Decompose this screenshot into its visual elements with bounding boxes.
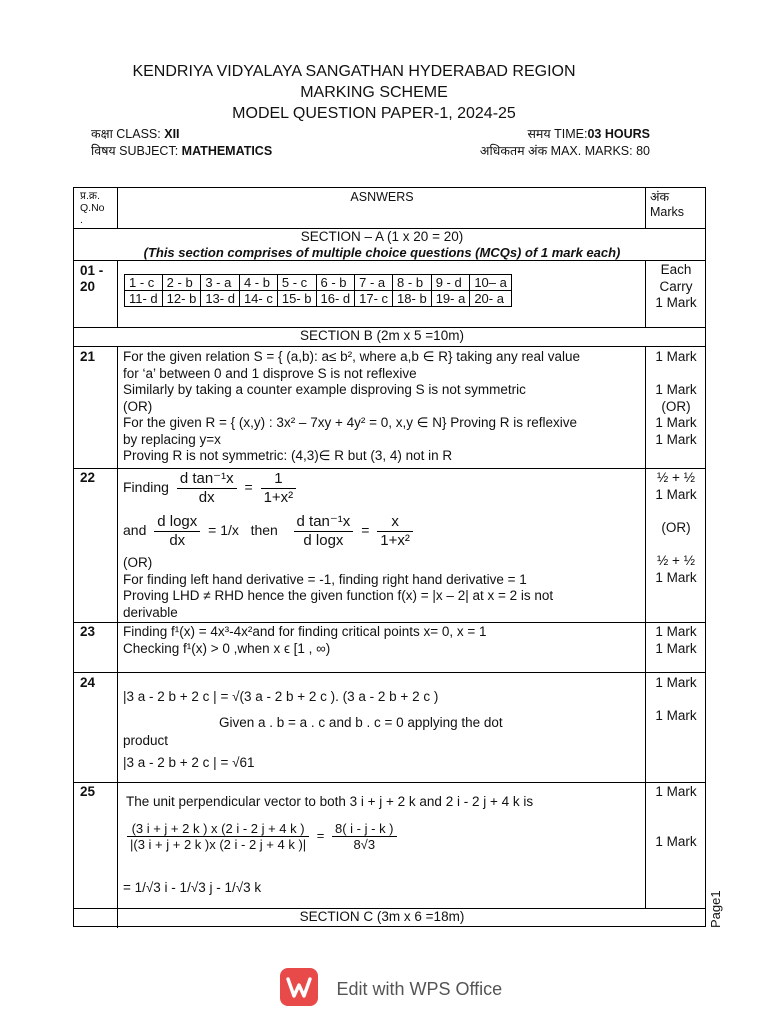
q25-result: = 1/√3 i - 1/√3 j - 1/√3 k [123, 880, 262, 895]
mcq-cell: 5 - c [277, 275, 316, 291]
max-marks-info: अधिकतम अंक MAX. MARKS: 80 [479, 144, 650, 158]
mcq-cell: 20- a [470, 291, 512, 307]
mcq-cell: 6 - b [316, 275, 355, 291]
q21-marks: 1 Mark 1 Mark (OR) 1 Mark 1 Mark [655, 349, 697, 447]
q23-answer: Finding f¹(x) = 4x³-4x²and for finding critical points x= 0, x = 1 Checking f¹(x) > 0 ,when x ϵ [1 , ∞) [123, 624, 487, 656]
qno-22: 22 [80, 470, 96, 485]
section-a-marks: Each Carry 1 Mark [655, 262, 697, 311]
mcq-cell: 2 - b [162, 275, 201, 291]
qno-01-20: 01 - 20 [80, 263, 104, 294]
mcq-cell: 3 - a [201, 275, 240, 291]
mcq-cell: 16- d [316, 291, 355, 307]
mcq-cell: 18- b [393, 291, 432, 307]
mcq-cell: 9 - d [431, 275, 470, 291]
time-info: समय TIME:03 HOURS [527, 127, 650, 141]
q25-unit-vector-formula: $\frac{(3 i + j + 2 k ) x (2 i - 2 j + 4 k )}{|(3 i + j + 2 k )x (2 i - 2 j + 4 k )|}$ = $\frac{8( i - j - k )}{8√3}$ [123, 821, 401, 852]
qno-24: 24 [80, 675, 96, 690]
q22-derivative-line2: and $\frac{\text{d logx}}{dx}$ = 1/x then $\frac{\text{d tan⁻¹x}}{\text{d logx}}$ = $\frac{x}{\text{1+x²}}$ [123, 513, 417, 550]
subject-info: विषय SUBJECT: MATHEMATICS [91, 144, 273, 158]
q22-alternative: (OR) For finding left hand derivative = -1, finding right hand derivative = 1 Proving LHD ≠ RHD hence the given function f(x) = |x – 2| at x = 2 is not derivable [123, 555, 554, 620]
q24-marks: 1 Mark 1 Mark [655, 675, 697, 724]
school-title: KENDRIYA VIDYALAYA SANGATHAN HYDERABAD REGION [132, 63, 576, 80]
mcq-cell: 11- d [125, 291, 163, 307]
mcq-cell: 4 - b [239, 275, 277, 291]
wps-edit-banner[interactable] [280, 968, 502, 1011]
qno-header: प्र.क्र. Q.No . [80, 190, 105, 226]
mcq-cell: 7 - a [355, 275, 393, 291]
mcq-cell: 15- b [277, 291, 316, 307]
marking-scheme-table [73, 187, 706, 927]
scheme-title: MARKING SCHEME [300, 84, 448, 101]
qno-25: 25 [80, 784, 96, 799]
mcq-cell: 8 - b [393, 275, 432, 291]
marks-header: अंक Marks [650, 190, 685, 219]
answers-header: ASNWERS [350, 190, 414, 204]
mcq-answer-grid [124, 274, 512, 307]
mcq-cell: 1 - c [125, 275, 163, 291]
q22-marks: ½ + ½ 1 Mark (OR) ½ + ½ 1 Mark [655, 470, 697, 585]
mcq-cell: 19- a [431, 291, 470, 307]
q25-statement: The unit perpendicular vector to both 3 i + j + 2 k and 2 i - 2 j + 4 k is [126, 794, 534, 809]
mcq-cell: 12- b [162, 291, 201, 307]
q23-marks: 1 Mark 1 Mark [655, 624, 697, 656]
section-a-title: SECTION – A (1 x 20 = 20) [300, 229, 464, 244]
qno-21: 21 [80, 349, 96, 364]
q22-derivative-line1: Finding $\frac{\text{d tan⁻¹x}}{dx}$ = $\frac{1}{\text{1+x²}}$ [123, 470, 300, 507]
mcq-cell: 10– a [470, 275, 512, 291]
q21-answer: For the given relation S = { (a,b): a≤ b², where a,b ∈ R} taking any real value for ‘a’ between 0 and 1 disprove S is not reflexive Similarly by taking a counter example disproving S is not symmetric (OR) For the given R = { (x,y) : 3x² – 7xy + 4y² = 0, x,y ∈ N} Proving R is reflexive by replacing y=x Proving R is not symmetric: (4,3)∈ R but (3, 4) not in R [123, 349, 581, 463]
page-number: Page1 [708, 890, 723, 928]
qno-23: 23 [80, 624, 96, 639]
mcq-cell: 14- c [239, 291, 277, 307]
paper-title: MODEL QUESTION PAPER-1, 2024-25 [232, 105, 516, 122]
section-b-title: SECTION B (2m x 5 =10m) [300, 328, 464, 343]
mcq-cell: 13- d [201, 291, 240, 307]
q24-answer: |3 a - 2 b + 2 c | = √(3 a - 2 b + 2 c ). (3 a - 2 b + 2 c ) Given a . b = a . c and b . c = 0 applying the dot product |3 a - 2 b + 2 c | = √61 [123, 689, 503, 770]
wps-logo-icon [280, 968, 318, 1011]
q25-marks: 1 Mark 1 Mark [655, 784, 697, 849]
class-info: कक्षा CLASS: XII [91, 127, 180, 141]
section-a-subtitle: (This section comprises of multiple choice questions (MCQs) of 1 mark each) [143, 245, 621, 260]
wps-banner-text: Edit with WPS Office [336, 979, 503, 999]
section-c-title: SECTION C (3m x 6 =18m) [299, 909, 465, 924]
mcq-cell: 17- c [355, 291, 393, 307]
